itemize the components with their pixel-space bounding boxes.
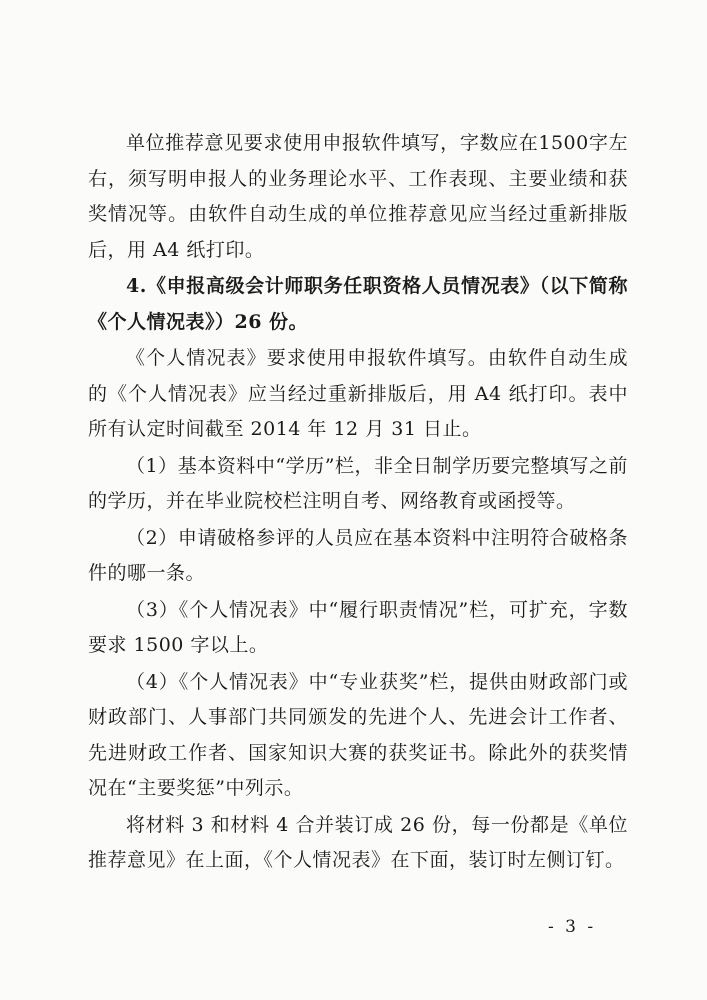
paragraph-item-4-heading: 4.《申报高级会计师职务任职资格人员情况表》（以下简称《个人情况表》）26 份。 [88, 275, 628, 333]
paragraph-note-1-education: （1）基本资料中“学历”栏，非全日制学历要完整填写之前的学历，并在毕业院校栏注明自考、网络教育或函授等。 [88, 454, 628, 512]
paragraph-note-3-duties: （3）《个人情况表》中“履行职责情况”栏，可扩充，字数要求 1500 字以上。 [88, 598, 628, 656]
page-number: - 3 - [548, 917, 597, 937]
paragraph-recommendation-requirements: 单位推荐意见要求使用申报软件填写，字数应在1500字左右，须写明申报人的业务理论水平、工作表现、主要业绩和获奖情况等。由软件自动生成的单位推荐意见应当经过重新排版后，用 A4 纸打印。 [88, 132, 628, 261]
paragraph-personal-form-requirements: 《个人情况表》要求使用申报软件填写。由软件自动生成的《个人情况表》应当经过重新排版后，用 A4 纸打印。表中所有认定时间截至 2014 年 12 月 31 日止。 [88, 347, 628, 440]
paragraph-note-2-exceptional: （2）申请破格参评的人员应在基本资料中注明符合破格条件的哪一条。 [88, 526, 628, 584]
document-body [88, 126, 628, 880]
paragraph-note-4-awards: （4）《个人情况表》中“专业获奖”栏，提供由财政部门或财政部门、人事部门共同颁发的先进个人、先进会计工作者、先进财政工作者、国家知识大赛的获奖证书。除此外的获奖情况在“主要奖惩”中列示。 [88, 670, 628, 799]
paragraph-binding-instructions: 将材料 3 和材料 4 合并装订成 26 份，每一份都是《单位推荐意见》在上面，《个人情况表》在下面，装订时左侧订钉。 [88, 813, 628, 871]
